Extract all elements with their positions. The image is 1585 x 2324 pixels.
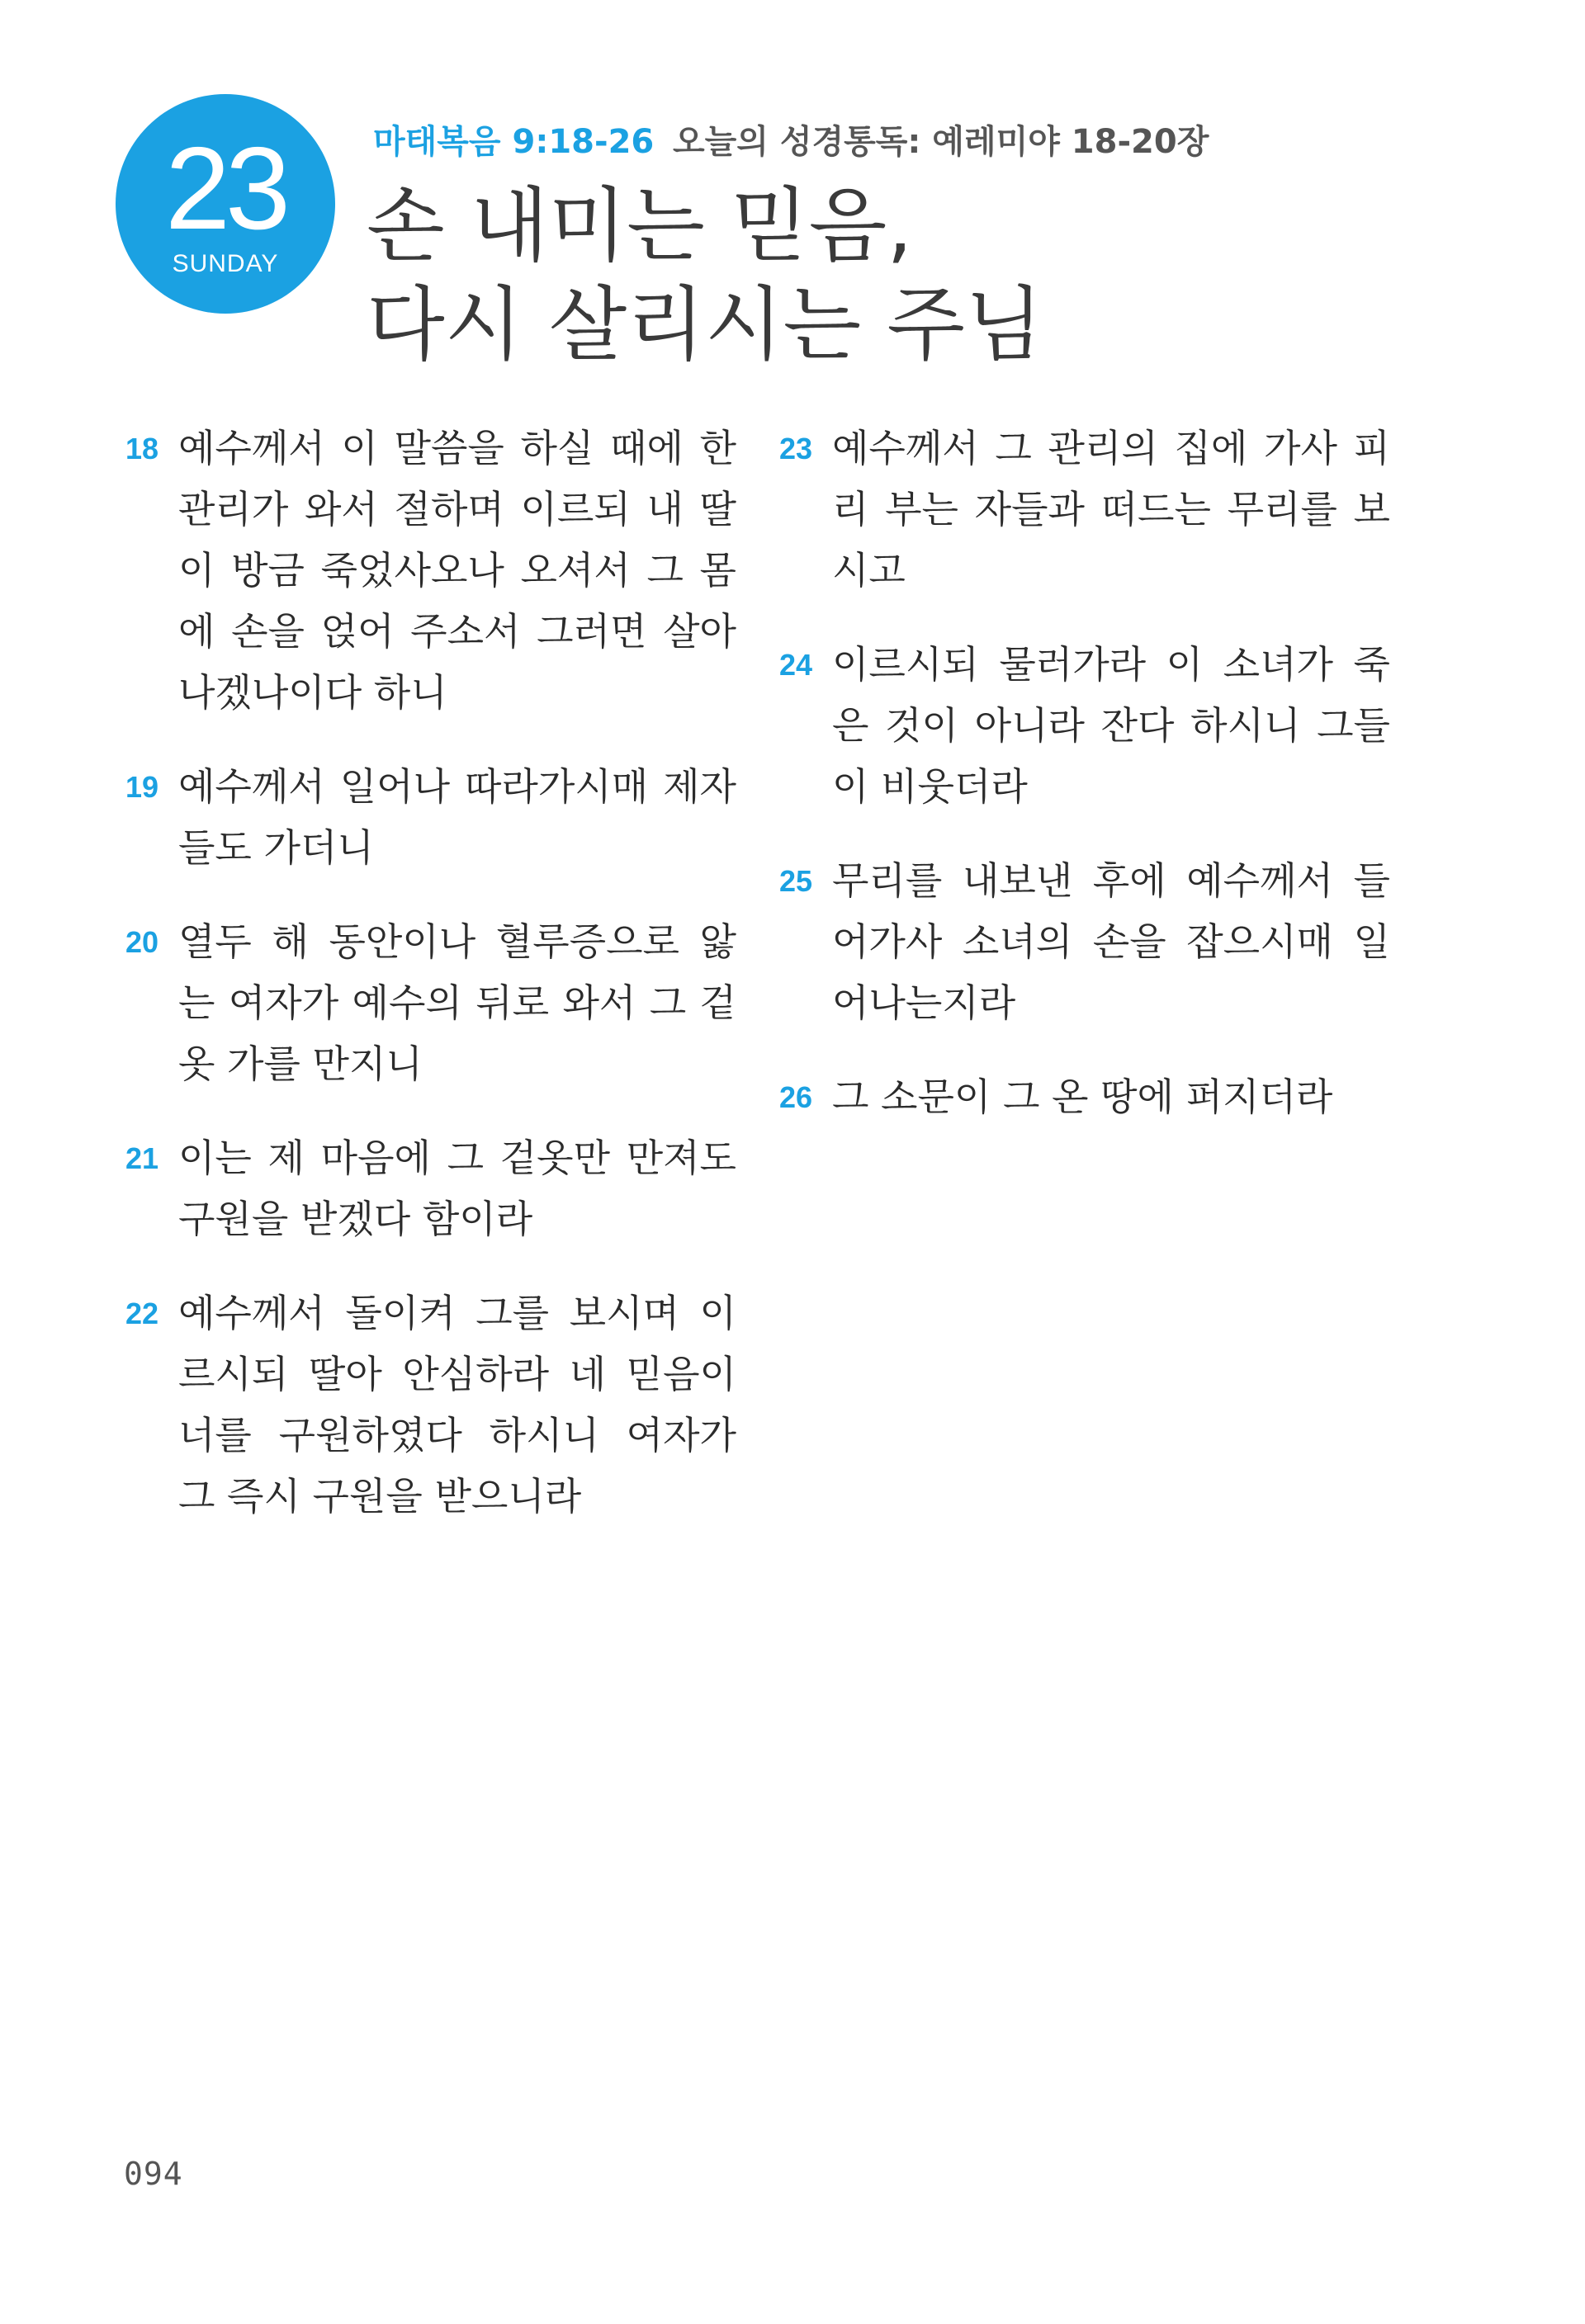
scripture-reference: 마태복음 9:18-26 [373, 123, 655, 161]
verse-number: 20 [125, 925, 159, 959]
title-line-1: 손 내미는 믿음, [367, 179, 913, 273]
day-of-week: SUNDAY [172, 250, 279, 277]
verse [779, 634, 1390, 817]
verse-number: 21 [125, 1141, 159, 1175]
verse [125, 1282, 736, 1527]
verse-number: 18 [125, 432, 159, 465]
verse-number: 24 [779, 648, 813, 682]
verse [779, 418, 1390, 601]
verse-number: 19 [125, 770, 159, 804]
verse-text: 예수께서 그 관리의 집에 가사 피리 부는 자들과 떠드는 무리를 보시고 [832, 426, 1390, 593]
passage-header [373, 122, 1209, 162]
day-badge [116, 94, 335, 314]
verse-text: 무리를 내보낸 후에 예수께서 들어가사 소녀의 손을 잡으시매 일어나는지라 [832, 858, 1390, 1025]
verse-text: 이는 제 마음에 그 겉옷만 만져도 구원을 받겠다 함이라 [178, 1136, 736, 1241]
verse-column-right [779, 418, 1390, 1160]
verse-text: 예수께서 돌이켜 그를 보시며 이르시되 딸아 안심하라 네 믿음이 너를 구원하였다 하시니 여자가 그 즉시 구원을 받으니라 [178, 1291, 736, 1519]
verse-number: 22 [125, 1297, 159, 1330]
verse [125, 756, 736, 878]
page-number: 094 [124, 2156, 183, 2192]
verse-text: 예수께서 일어나 따라가시매 제자들도 가더니 [178, 764, 736, 870]
daily-reading: 오늘의 성경통독: 예레미야 18-20장 [672, 123, 1209, 161]
verse-text: 예수께서 이 말씀을 하실 때에 한 관리가 와서 절하며 이르되 내 딸이 방금 죽었사오나 오셔서 그 몸에 손을 얹어 주소서 그러면 살아나겠나이다 하니 [178, 426, 736, 715]
verse-column-left [125, 418, 736, 1560]
verse-text: 그 소문이 그 온 땅에 퍼지더라 [832, 1075, 1333, 1119]
verse-number: 23 [779, 432, 813, 465]
verse-text: 열두 해 동안이나 혈루증으로 앓는 여자가 예수의 뒤로 와서 그 겉옷 가를 만지니 [178, 919, 736, 1086]
verse [125, 911, 736, 1094]
verse [779, 1066, 1390, 1127]
verse-number: 25 [779, 864, 813, 898]
verse [125, 1127, 736, 1249]
title-line-2: 다시 살리시는 주님 [367, 278, 1043, 372]
verse-text: 이르시되 물러가라 이 소녀가 죽은 것이 아니라 잔다 하시니 그들이 비웃더라 [832, 642, 1390, 809]
page-title [367, 177, 1043, 375]
verse [779, 850, 1390, 1033]
verse-number: 26 [779, 1080, 813, 1114]
verse [125, 418, 736, 723]
day-number: 23 [165, 123, 286, 254]
